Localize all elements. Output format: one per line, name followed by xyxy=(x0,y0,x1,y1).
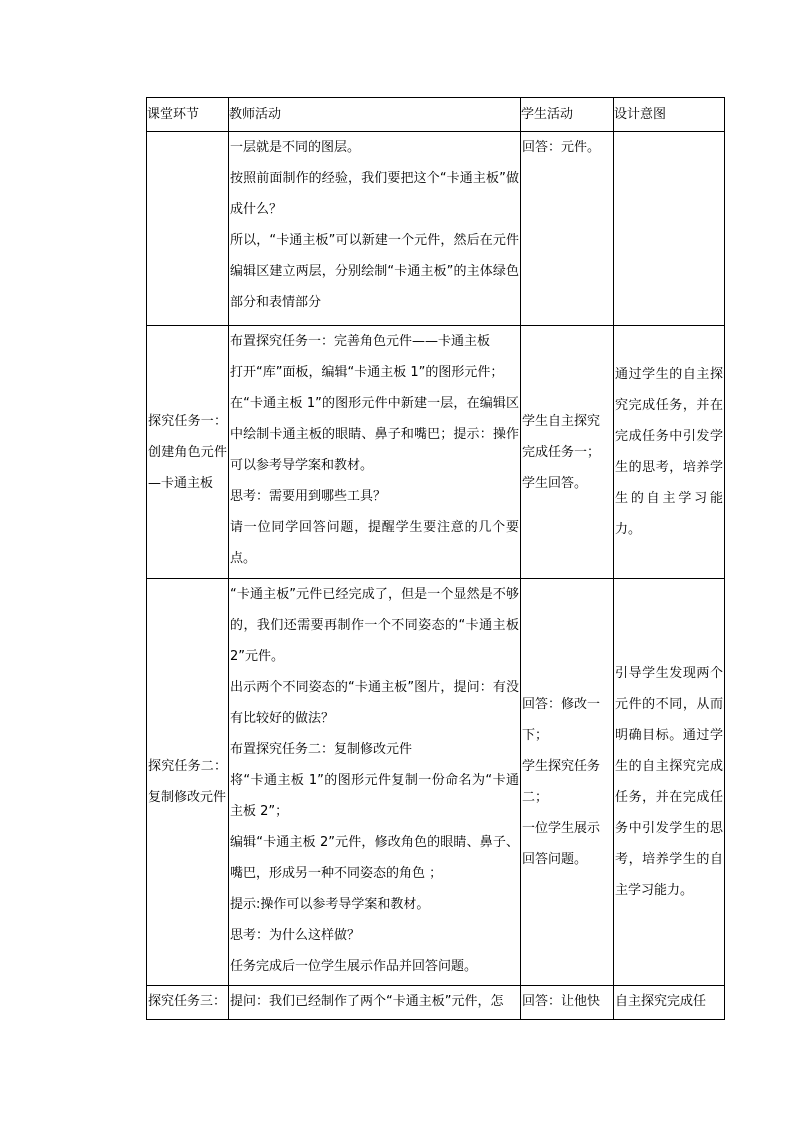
lesson-plan-table xyxy=(146,97,725,1020)
teacher-text: 将“卡通主板 1”的图形元件复制一份命名为“卡通主板 2”； xyxy=(230,773,519,819)
stage-text: 探究任务一：创建角色元件—卡通主板 xyxy=(148,413,227,491)
stage-cell xyxy=(147,579,229,986)
student-text: 回答：元件。 xyxy=(522,140,601,155)
stage-cell xyxy=(147,132,229,326)
teacher-text: 所以，“卡通主板”可以新建一个元件，然后在元件编辑区建立两层，分别绘制“卡通主板”的主体绿色部分和表情部分 xyxy=(230,233,519,310)
intent-text: 自主探究完成任 xyxy=(615,994,707,1009)
student-text: 学生探究任务二； xyxy=(522,759,601,805)
header-cell-teacher: 教师活动 xyxy=(229,98,521,132)
teacher-cell xyxy=(229,326,521,579)
teacher-text: 打开“库”面板，编辑“卡通主板 1”的图形元件； xyxy=(230,365,504,380)
teacher-cell xyxy=(229,579,521,986)
intent-text: 通过学生的自主探究完成任务，并在完成任务中引发学生的思考，培养学生的自主学习能力。 xyxy=(615,367,723,537)
table-row xyxy=(147,132,725,326)
teacher-text: “卡通主板”元件已经完成了，但是一个显然是不够的，我们还需要再制作一个不同姿态的“卡通主板 2”元件。 xyxy=(230,587,519,664)
intent-cell xyxy=(614,579,725,986)
teacher-text: 按照前面制作的经验，我们要把这个“卡通主板”做成什么？ xyxy=(230,171,519,217)
student-text: 回答：修改一下； xyxy=(522,697,601,743)
teacher-text: 思考：为什么这样做？ xyxy=(230,928,361,943)
intent-cell xyxy=(614,326,725,579)
table-header-row xyxy=(147,98,725,132)
teacher-cell xyxy=(229,132,521,326)
student-cell xyxy=(521,326,614,579)
student-cell xyxy=(521,986,614,1020)
teacher-text: 出示两个不同姿态的“卡通主板”图片，提问：有没有比较好的做法？ xyxy=(230,680,519,726)
teacher-text: 布置探究任务二：复制修改元件 xyxy=(230,742,413,757)
student-text: 一位学生展示回答问题。 xyxy=(522,821,601,867)
student-text: 回答：让他快 xyxy=(522,994,601,1009)
student-text: 学生回答。 xyxy=(522,475,588,491)
intent-text: 引导学生发现两个元件的不同，从而明确目标。通过学生的自主探究完成任务，并在完成任务中引发学生的思考，培养学生的自主学习能力。 xyxy=(615,666,723,898)
intent-cell xyxy=(614,132,725,326)
teacher-text: 思考：需要用到哪些工具？ xyxy=(230,489,387,504)
teacher-text: 编辑“卡通主板 2”元件，修改角色的眼睛、鼻子、嘴巴，形成另一种不同姿态的角色 ； xyxy=(230,835,519,881)
intent-cell xyxy=(614,986,725,1020)
teacher-text: 任务完成后一位学生展示作品并回答问题。 xyxy=(230,959,478,974)
stage-text: 探究任务二：复制修改元件 xyxy=(148,759,227,805)
teacher-text: 在“卡通主板 1”的图形元件中新建一层，在编辑区中绘制卡通主板的眼睛、鼻子和嘴巴；提示：操作可以参考导学案和教材。 xyxy=(230,396,519,473)
student-text: 学生自主探究完成任务一； xyxy=(522,413,601,460)
header-cell-stage: 课堂环节 xyxy=(147,98,229,132)
stage-text: 探究任务三： xyxy=(148,994,227,1009)
table-row xyxy=(147,326,725,579)
student-cell xyxy=(521,132,614,326)
stage-cell xyxy=(147,326,229,579)
teacher-text: 请一位同学回答问题，提醒学生要注意的几个要点。 xyxy=(230,520,519,566)
header-cell-student: 学生活动 xyxy=(521,98,614,132)
teacher-text: 布置探究任务一：完善角色元件——卡通主板 xyxy=(230,334,491,349)
stage-cell xyxy=(147,986,229,1020)
teacher-text: 一层就是不同的图层。 xyxy=(230,140,361,155)
table-row xyxy=(147,579,725,986)
header-cell-intent: 设计意图 xyxy=(614,98,725,132)
student-cell xyxy=(521,579,614,986)
table-row xyxy=(147,986,725,1020)
teacher-text: 提示:操作可以参考导学案和教材。 xyxy=(230,897,430,912)
teacher-text: 提问：我们已经制作了两个“卡通主板”元件，怎 xyxy=(230,994,504,1009)
teacher-cell xyxy=(229,986,521,1020)
